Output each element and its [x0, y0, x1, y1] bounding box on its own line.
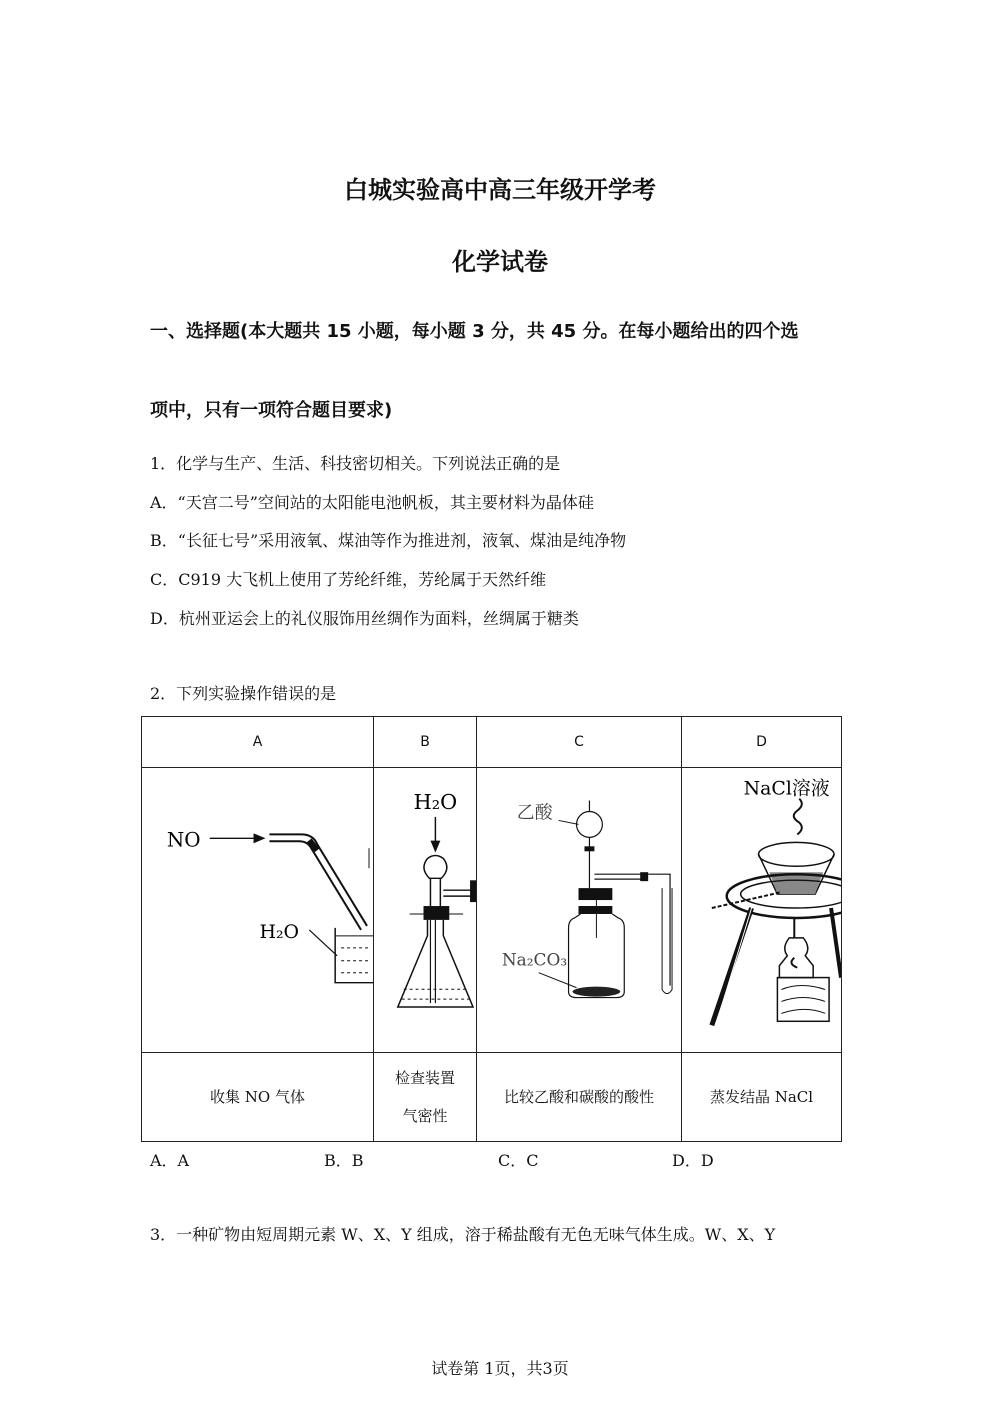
figure-c-acid-comparison [477, 768, 681, 1052]
figure-c-acid-label: 乙酸 [516, 802, 553, 824]
table-header-c: C [477, 717, 682, 768]
table-header-b: B [374, 717, 477, 768]
question-1-option-b: B．“长征七号”采用液氧、煤油等作为推进剂，液氧、煤油是纯净物 [150, 531, 627, 550]
figure-c-cell [477, 768, 682, 1053]
figure-b-liquid-label: H₂O [413, 789, 458, 814]
question-1-stem: 1．化学与生产、生活、科技密切相关。下列说法正确的是 [150, 454, 561, 473]
caption-d: 蒸发结晶 NaCl [682, 1053, 842, 1142]
caption-a: 收集 NO 气体 [142, 1053, 374, 1142]
question-1-option-a: A．“天宫二号”空间站的太阳能电池帆板，其主要材料为晶体硅 [150, 493, 594, 512]
question-3-stem: 3．一种矿物由短周期元素 W、X、Y 组成，溶于稀盐酸有无色无味气体生成。W、X、Y [150, 1225, 776, 1244]
question-2-option-a: A．A [150, 1151, 190, 1170]
figure-d-evaporation [682, 768, 841, 1052]
exam-title: 白城实验高中高三年级开学考 [344, 176, 656, 204]
figure-a-gas-collection [142, 768, 373, 1052]
section-heading-line1: 一、选择题(本大题共 15 小题，每小题 3 分，共 45 分。在每小题给出的四个选 [150, 321, 799, 342]
figure-c-salt-label: Na₂CO₃ [501, 949, 568, 970]
question-2-option-d: D．D [672, 1151, 714, 1170]
question-2-stem: 2．下列实验操作错误的是 [150, 684, 337, 703]
figure-d-cell [682, 768, 842, 1053]
figure-b-cell [374, 768, 477, 1053]
question-1-option-d: D．杭州亚运会上的礼仪服饰用丝绸作为面料，丝绸属于糖类 [150, 609, 579, 628]
section-heading-line2: 项中，只有一项符合题目要求) [150, 400, 393, 421]
exam-subtitle: 化学试卷 [452, 248, 548, 276]
question-2-options [150, 1148, 714, 1171]
caption-b: 检查装置气密性 [374, 1053, 477, 1142]
question-1-option-c: C．C919 大飞机上使用了芳纶纤维，芳纶属于天然纤维 [150, 570, 547, 589]
table-header-d: D [682, 717, 842, 768]
figure-a-gas-label: NO [166, 828, 201, 852]
question-2-table [141, 716, 842, 1142]
figure-a-cell [142, 768, 374, 1053]
figure-b-airtightness-check [374, 768, 476, 1052]
page-footer: 试卷第 1页，共3页 [431, 1359, 569, 1378]
question-2-option-b: B．B [324, 1151, 364, 1170]
table-header-a: A [142, 717, 374, 768]
question-2-option-c: C．C [498, 1151, 539, 1170]
caption-c: 比较乙酸和碳酸的酸性 [477, 1053, 682, 1142]
figure-d-solution-label: NaCl溶液 [743, 777, 830, 800]
figure-a-liquid-label: H₂O [259, 920, 300, 943]
